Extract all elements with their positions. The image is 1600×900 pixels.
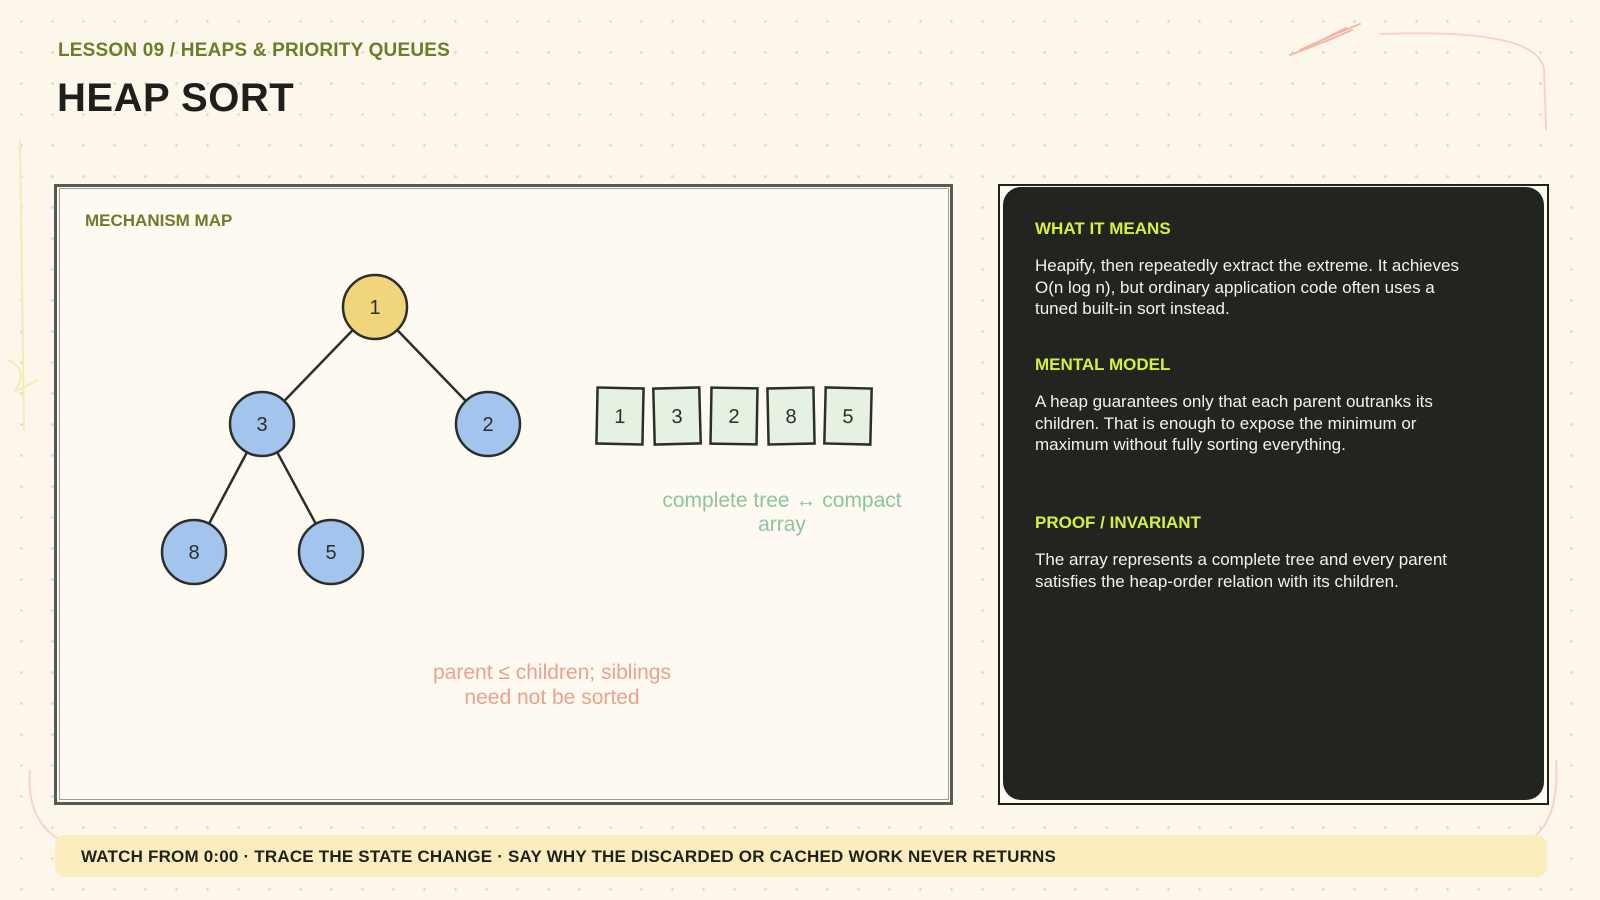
tree-node-value: 2	[482, 414, 494, 436]
array-cell-value: 2	[728, 405, 740, 429]
lesson-breadcrumb: LESSON 09 / HEAPS & PRIORITY QUEUES	[58, 40, 451, 61]
mechanism-map-panel	[54, 184, 953, 805]
tree-node-right	[456, 392, 520, 456]
array-cell-value: 3	[671, 405, 683, 429]
array-cell-value: 1	[614, 405, 626, 429]
array-cell-value: 8	[785, 405, 797, 429]
tree-edge	[277, 452, 316, 524]
section-heading: PROOF / INVARIANT	[1035, 513, 1201, 532]
tree-node-root	[343, 275, 407, 339]
array-cell	[824, 387, 871, 444]
section-body: A heap guarantees only that each parent outranks its children. That is enough to expose the minimum or maximum without fully sorting everything.	[1035, 392, 1433, 454]
page-title: HEAP SORT	[57, 76, 295, 120]
section-what-it-means	[1035, 219, 1475, 320]
tree-node-value: 1	[369, 297, 381, 319]
tree-edge	[209, 452, 247, 523]
section-heading: WHAT IT MEANS	[1035, 219, 1171, 238]
section-body: Heapify, then repeatedly extract the extreme. It achieves O(n log n), but ordinary application code often uses a tuned built-in sort instead.	[1035, 256, 1459, 318]
array-cell	[767, 388, 814, 445]
tree-node-left	[230, 392, 294, 456]
tree-array-note: complete tree ↔ compact array	[662, 489, 902, 536]
array-cell	[711, 388, 758, 445]
tree-node-value: 8	[188, 542, 200, 564]
heap-order-note: parent ≤ children; siblings need not be sorted	[433, 661, 671, 709]
section-proof-invariant	[1035, 513, 1475, 592]
tree-edge	[284, 330, 353, 401]
array-cell	[653, 387, 700, 444]
tree-edge	[397, 330, 466, 401]
tree-node-value: 5	[325, 542, 337, 564]
array-cell	[596, 388, 643, 445]
tree-node-left-left	[162, 520, 226, 584]
info-panel	[998, 184, 1549, 805]
tree-node-left-right	[299, 520, 363, 584]
footer-instruction: WATCH FROM 0:00 · TRACE THE STATE CHANGE · SAY WHY THE DISCARDED OR CACHED WORK NEVER RETURNS	[81, 847, 1057, 866]
mechanism-map-label: MECHANISM MAP	[85, 211, 233, 230]
section-heading: MENTAL MODEL	[1035, 355, 1171, 374]
section-mental-model	[1035, 355, 1475, 456]
footer-banner	[55, 835, 1547, 877]
tree-node-value: 3	[256, 414, 268, 436]
array-cell-value: 5	[842, 405, 854, 429]
section-body: The array represents a complete tree and every parent satisfies the heap-order relation with its children.	[1035, 550, 1447, 591]
info-panel-card	[1003, 187, 1544, 800]
